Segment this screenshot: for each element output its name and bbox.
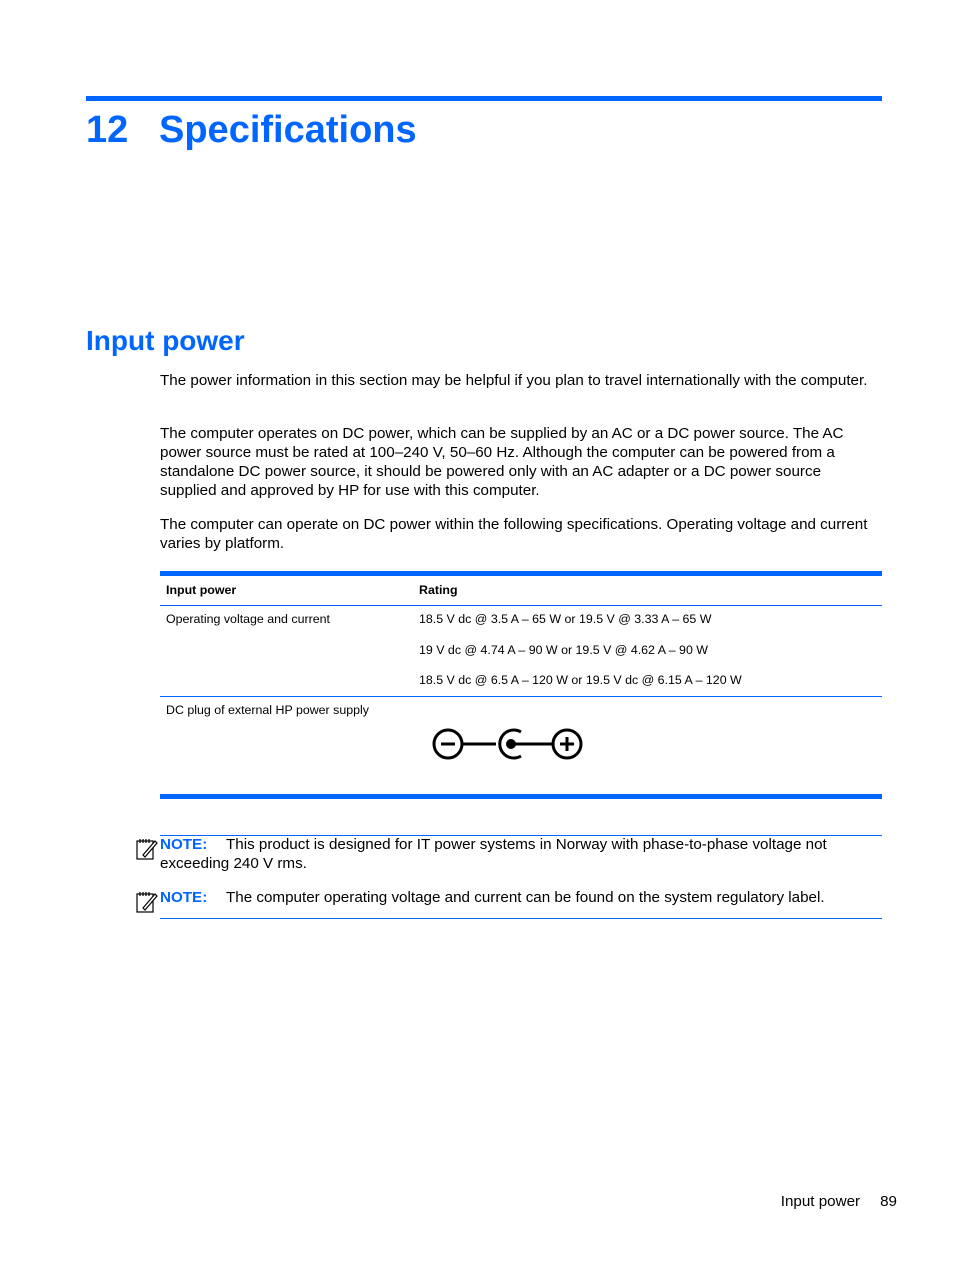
note-icon — [135, 890, 159, 914]
table-row-label: Operating voltage and current — [166, 612, 330, 626]
page-number: 89 — [880, 1193, 897, 1210]
paragraph-1: The power information in this section may be helpful if you plan to travel internationally with the computer. — [160, 372, 868, 389]
note-2 — [160, 888, 880, 907]
chapter-title-text: Specifications — [159, 109, 417, 151]
table-top-rule — [160, 571, 882, 576]
paragraph-3: The computer can operate on DC power within the following specifications. Operating voltage and current varies by platform. — [160, 516, 868, 552]
chapter-rule — [86, 96, 882, 101]
table-header-rating: Rating — [419, 583, 458, 597]
note-1 — [160, 835, 880, 873]
table-header-input-power: Input power — [166, 583, 237, 597]
dc-plug-polarity-icon — [430, 726, 586, 764]
section-title: Input power — [86, 325, 245, 356]
table-cell-rating: 19 V dc @ 4.74 A – 90 W or 19.5 V @ 4.62 A – 90 W — [419, 643, 708, 657]
chapter-title — [86, 106, 417, 154]
table-bottom-rule — [160, 794, 882, 799]
page-footer — [781, 1192, 897, 1211]
table-cell-rating: 18.5 V dc @ 3.5 A – 65 W or 19.5 V @ 3.33 A – 65 W — [419, 612, 712, 626]
note-label: NOTE: — [160, 836, 208, 853]
footer-section: Input power — [780, 1193, 861, 1210]
table-header-rule — [160, 605, 882, 606]
table-row-rule — [160, 696, 882, 697]
note-icon — [135, 837, 159, 861]
table-row-label: DC plug of external HP power supply — [166, 703, 369, 717]
note-text: This product is designed for IT power systems in Norway with phase-to-phase voltage not exceeding 240 V rms. — [160, 836, 827, 872]
note-label: NOTE: — [160, 889, 208, 906]
note-text: The computer operating voltage and current can be found on the system regulatory label. — [226, 889, 825, 906]
table-cell-rating: 18.5 V dc @ 6.5 A – 120 W or 19.5 V dc @ 6.15 A – 120 W — [419, 673, 742, 687]
paragraph-2: The computer operates on DC power, which can be supplied by an AC or a DC power source. The AC power source must be rated at 100–240 V, 50–60 Hz. Although the computer can be powered from a standalone DC power source, it should be powered only with an AC adapter or a DC power source supplied and approved by HP for use with this computer. — [160, 425, 844, 499]
chapter-number: 12 — [86, 109, 129, 151]
note-rule — [160, 918, 882, 919]
